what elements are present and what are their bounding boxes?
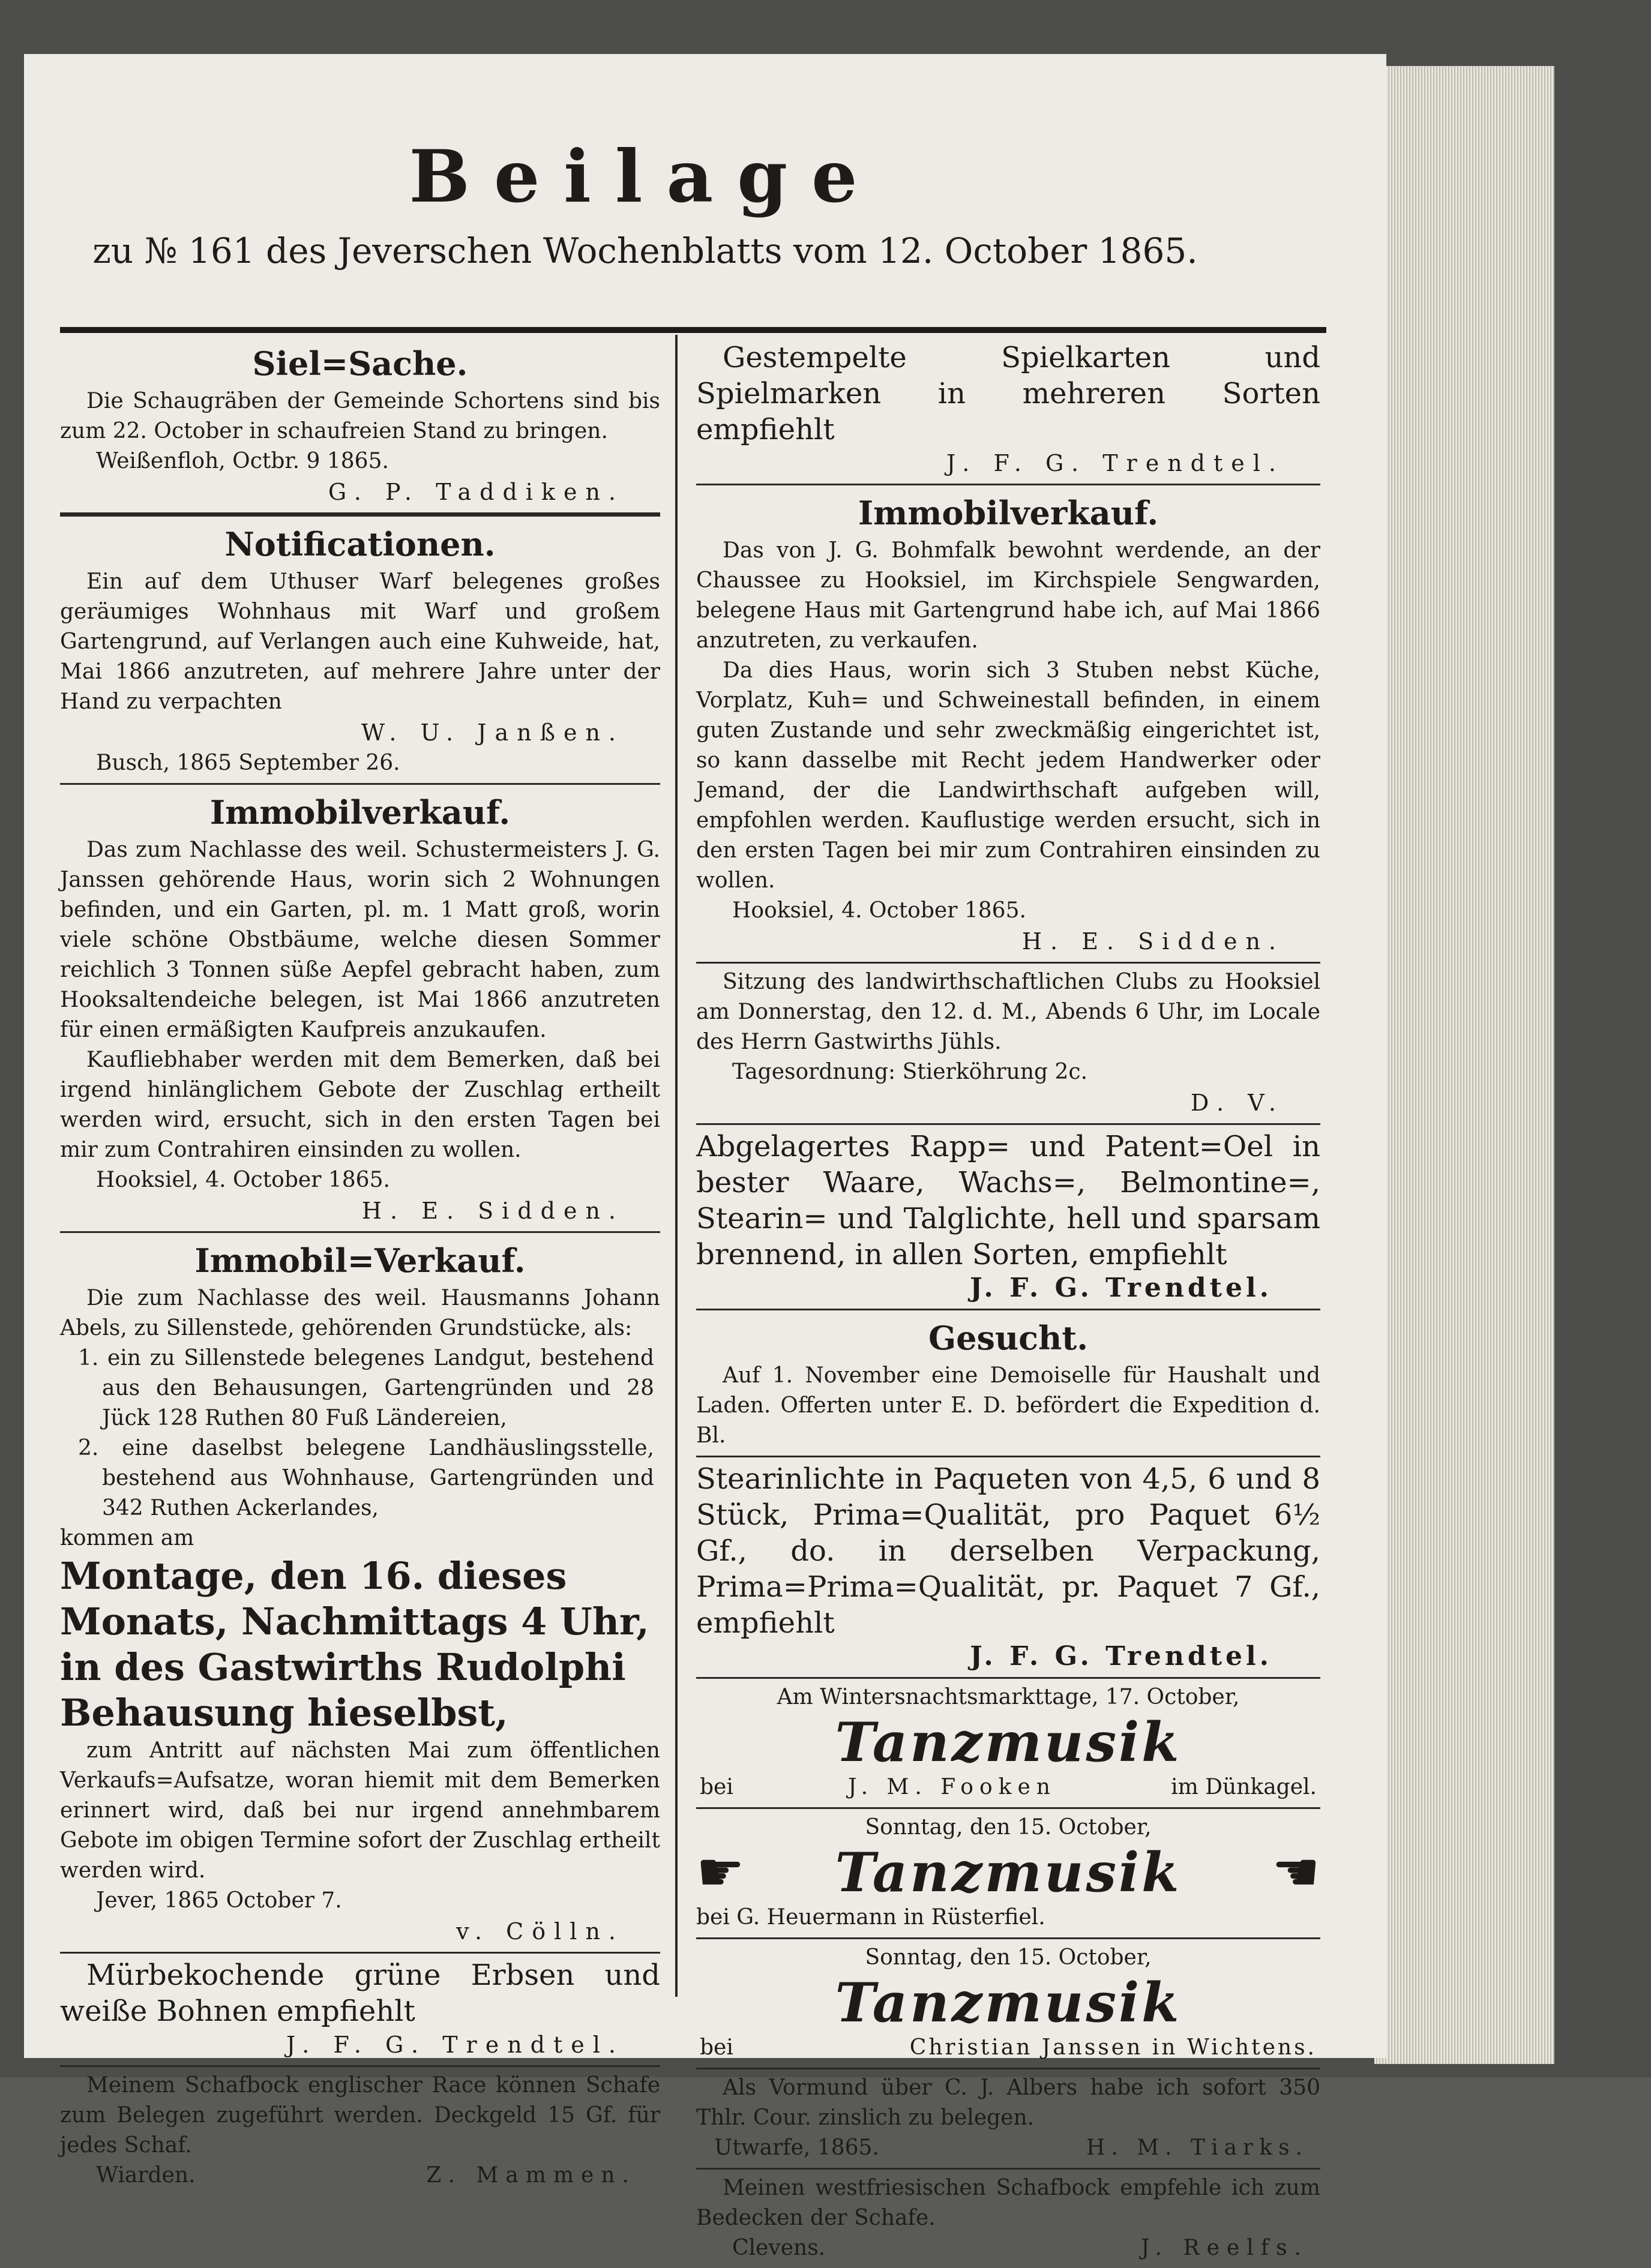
tanz3-title: Tanzmusik <box>835 1971 1182 2035</box>
schafbock-footer <box>60 2161 660 2191</box>
sitzung-signature: D. V. <box>1190 1090 1284 1116</box>
stearin-signature: J. F. G. Trendtel. <box>970 1641 1272 1672</box>
tanz2-title: Tanzmusik <box>835 1841 1182 1904</box>
tanz3-intro: Sonntag, den 15. October, <box>865 1945 1152 1970</box>
schafbock2-place: Clevens. <box>732 2236 826 2260</box>
tanzmusik-notice-1 <box>696 1679 1320 1809</box>
tanz2-title-row <box>696 1843 1320 1903</box>
oel-text: Abgelagertes Rapp= und Patent=Oel in bester Waare, Wachs=, Belmontine=, Stearin= und Talglichte, hell und sparsam brennend, in allen Sorten, empfiehlt <box>696 1130 1320 1271</box>
tanz1-place: im Dünkagel. <box>1171 1775 1317 1799</box>
immo1-heading: Immobilverkauf. <box>209 793 511 832</box>
sitzung-text: Sitzung des landwirthschaftlichen Clubs zu Hooksiel am Donnerstag, den 12. d. M., Abends 6 Uhr, im Locale des Herrn Gastwirths Jühls. <box>696 970 1320 1054</box>
immo1-text-2: Kaufliebhaber werden mit dem Bemerken, daß bei irgend hinlänglichem Gebote der Zuschlag ertheilt werden wird, ersucht, sich in den ersten Tagen bei mir zum Contrahiren einsinden zu wollen. <box>60 1048 660 1162</box>
siel-notice <box>60 336 660 517</box>
page-stack-edge <box>1374 66 1554 2064</box>
notif-text: Ein auf dem Uthuser Warf belegenes großes geräumiges Wohnhaus mit Warf und großem Gartengrund, auf Verlangen auch eine Kuhweide, hat, Mai 1866 anzutreten, auf mehrere Jahre unter der Hand zu verpachten <box>60 569 660 714</box>
erbsen-signature: J. F. G. Trendtel. <box>286 2032 624 2058</box>
sitzung-agenda: Tagesordnung: Stierköhrung 2c. <box>732 1060 1088 1084</box>
tanz2-bei: bei G. Heuermann in Rüsterfiel. <box>696 1905 1045 1930</box>
gesucht-notice <box>696 1310 1320 1457</box>
erbsen-text: Mürbekochende grüne Erbsen und weiße Bohnen empfiehlt <box>60 1958 660 2028</box>
immo2-signature: v. Cölln. <box>456 1918 624 1945</box>
gesucht-text: Auf 1. November eine Demoiselle für Haushalt und Laden. Offerten unter E. D. befördert die Expedition d. Bl. <box>696 1363 1320 1448</box>
tanzmusik-notice-2 <box>696 1809 1320 1939</box>
notification-notice <box>60 517 660 785</box>
immo2-heading: Immobil=Verkauf. <box>194 1241 526 1280</box>
tanzmusik-notice-3 <box>696 1939 1320 2069</box>
masthead-rule <box>60 327 1326 333</box>
schafbock-notice <box>60 2067 660 2195</box>
siel-date: Weißenfloh, Octbr. 9 1865. <box>96 449 389 473</box>
tanz2-intro: Sonntag, den 15. October, <box>865 1815 1152 1840</box>
right-column <box>696 336 1320 2268</box>
immo2-kommen: kommen am <box>60 1526 194 1550</box>
spielkarten-text: Gestempelte Spielkarten und Spielmarken in mehreren Sorten empfiehlt <box>696 341 1320 446</box>
spielkarten-notice <box>696 336 1320 485</box>
schafbock2-footer <box>696 2233 1320 2263</box>
schafbock-text: Meinem Schafbock englischer Race können Schafe zum Belegen zugeführt werden. Deckgeld 15 Gf. für jedes Schaf. <box>60 2073 660 2158</box>
immo1-signature: H. E. Sidden. <box>361 1198 624 1224</box>
siel-signature: G. P. Taddiken. <box>328 479 624 505</box>
vormund-text: Als Vormund über C. J. Albers habe ich sofort 350 Thlr. Cour. zinslich zu belegen. <box>696 2075 1320 2130</box>
masthead-title: Beilage <box>409 134 882 219</box>
oel-notice <box>696 1125 1320 1310</box>
masthead <box>60 132 1230 275</box>
immo2-text: zum Antritt auf nächsten Mai zum öffentlichen Verkaufs=Aufsatze, woran hiemit mit dem Bemerken erinnert wird, daß bei nur irgend annehmbarem Gebote im obigen Termine sofort der Zuschlag ertheilt werden wird. <box>60 1738 660 1883</box>
immo2-date: Jever, 1865 October 7. <box>96 1888 342 1913</box>
immo1-text-1: Das zum Nachlasse des weil. Schustermeisters J. G. Janssen gehörende Haus, worin sich 2 Wohnungen befinden, und ein Garten, pl. m. 1 Matt groß, worin viele schöne Obstbäume, welche diesen Sommer reichlich 3 Tonnen süße Aepfel gebracht haben, zum Hooksaltendeiche belegen, ist Mai 1866 anzutreten für einen ermäßigten Kaufpreis anzukaufen. <box>60 838 660 1042</box>
spielkarten-signature: J. F. G. Trendtel. <box>946 450 1284 476</box>
immo3-text-1: Das von J. G. Bohmfalk bewohnt werdende, an der Chaussee zu Hooksiel, im Kirchspiele Sengwarden, belegene Haus mit Gartengrund habe ich, auf Mai 1866 anzutreten, zu verkaufen. <box>696 538 1320 653</box>
vormund-notice <box>696 2069 1320 2170</box>
tanz1-intro: Am Wintersnachtsmarkttage, 17. October, <box>777 1685 1240 1709</box>
gesucht-heading: Gesucht. <box>928 1319 1089 1357</box>
schafbock-place: Wiarden. <box>96 2163 196 2188</box>
stearin-text: Stearinlichte in Paqueten von 4,5, 6 und 8 Stück, Prima=Qualität, pro Paquet 6½ Gf., do. in derselben Verpackung, Prima=Prima=Qualität, pr. Paquet 7 Gf., empfiehlt <box>696 1462 1320 1640</box>
siel-text: Die Schaugräben der Gemeinde Schortens sind bis zum 22. October in schaufreien Stand zu bringen. <box>60 389 660 443</box>
immobil-notice-3 <box>696 485 1320 964</box>
immo3-date: Hooksiel, 4. October 1865. <box>732 898 1026 923</box>
newspaper-page <box>24 54 1386 2260</box>
vormund-footer <box>696 2133 1320 2163</box>
immo3-heading: Immobilverkauf. <box>858 494 1159 532</box>
oel-signature: J. F. G. Trendtel. <box>970 1273 1272 1303</box>
pointing-hand-right-icon: ☛ <box>1272 1841 1320 1904</box>
pointing-hand-left-icon: ☛ <box>696 1841 745 1904</box>
vormund-signature: H. M. Tiarks. <box>1086 2135 1308 2160</box>
schafbock-notice-2 <box>696 2170 1320 2268</box>
immo2-date-announcement: Montage, den 16. dieses Monats, Nachmittags 4 Uhr, in des Gastwirths Rudolphi Behausung hieselbst, <box>60 1554 649 1735</box>
immo2-item-1: 1. ein zu Sillenstede belegenes Landgut, bestehend aus den Behausungen, Gartengründen und 28 Jück 128 Ruthen 80 Fuß Ländereien, <box>78 1346 654 1430</box>
immo2-intro: Die zum Nachlasse des weil. Hausmanns Johann Abels, zu Sillenstede, gehörenden Grundstücke, als: <box>60 1286 660 1340</box>
notif-heading: Notificationen. <box>224 525 496 563</box>
schafbock2-signature: J. Reelfs. <box>1141 2236 1308 2260</box>
tanz3-bei-line <box>696 2033 1320 2063</box>
notif-date: Busch, 1865 September 26. <box>96 751 400 775</box>
siel-heading: Siel=Sache. <box>252 344 468 383</box>
left-column <box>60 336 660 2195</box>
stearin-notice <box>696 1457 1320 1679</box>
immo3-text-2: Da dies Haus, worin sich 3 Stuben nebst Küche, Vorplatz, Kuh= und Schweinestall befinden, in einem guten Zustande und sehr zweckmäßig eingerichtet ist, so kann dasselbe mit Recht jedem Handwerker oder Jemand, der die Landwirthschaft aufgeben will, empfohlen werden. Kauflustige werden ersucht, sich in den ersten Tagen bei mir zum Contrahiren einsinden zu wollen. <box>696 658 1320 893</box>
erbsen-notice <box>60 1954 660 2067</box>
immo3-signature: H. E. Sidden. <box>1021 928 1284 955</box>
notif-signature: W. U. Janßen. <box>361 719 624 746</box>
schafbock-signature: Z. Mammen. <box>426 2163 636 2188</box>
tanz3-bei: bei <box>700 2035 733 2060</box>
tanz1-title: Tanzmusik <box>835 1711 1182 1774</box>
sitzung-notice <box>696 964 1320 1125</box>
immobil-notice-1 <box>60 785 660 1233</box>
immobil-notice-2 <box>60 1233 660 1954</box>
tanz3-name: Christian Janssen in Wichtens. <box>909 2035 1317 2060</box>
immo1-date: Hooksiel, 4. October 1865. <box>96 1168 390 1192</box>
immo2-item-2: 2. eine daselbst belegene Landhäuslingsstelle, bestehend aus Wohnhause, Gartengründen und 342 Ruthen Ackerlandes, <box>78 1436 654 1520</box>
column-divider <box>675 335 678 1997</box>
vormund-date: Utwarfe, 1865. <box>714 2135 879 2160</box>
masthead-subtitle: zu № 161 des Jeverschen Wochenblatts vom 12. October 1865. <box>92 230 1198 271</box>
tanz1-bei: bei <box>700 1775 733 1799</box>
schafbock2-text: Meinen westfriesischen Schafbock empfehle ich zum Bedecken der Schafe. <box>696 2176 1320 2230</box>
tanz1-name: J. M. Fooken <box>848 1775 1056 1799</box>
tanz1-bei-line <box>696 1772 1320 1802</box>
